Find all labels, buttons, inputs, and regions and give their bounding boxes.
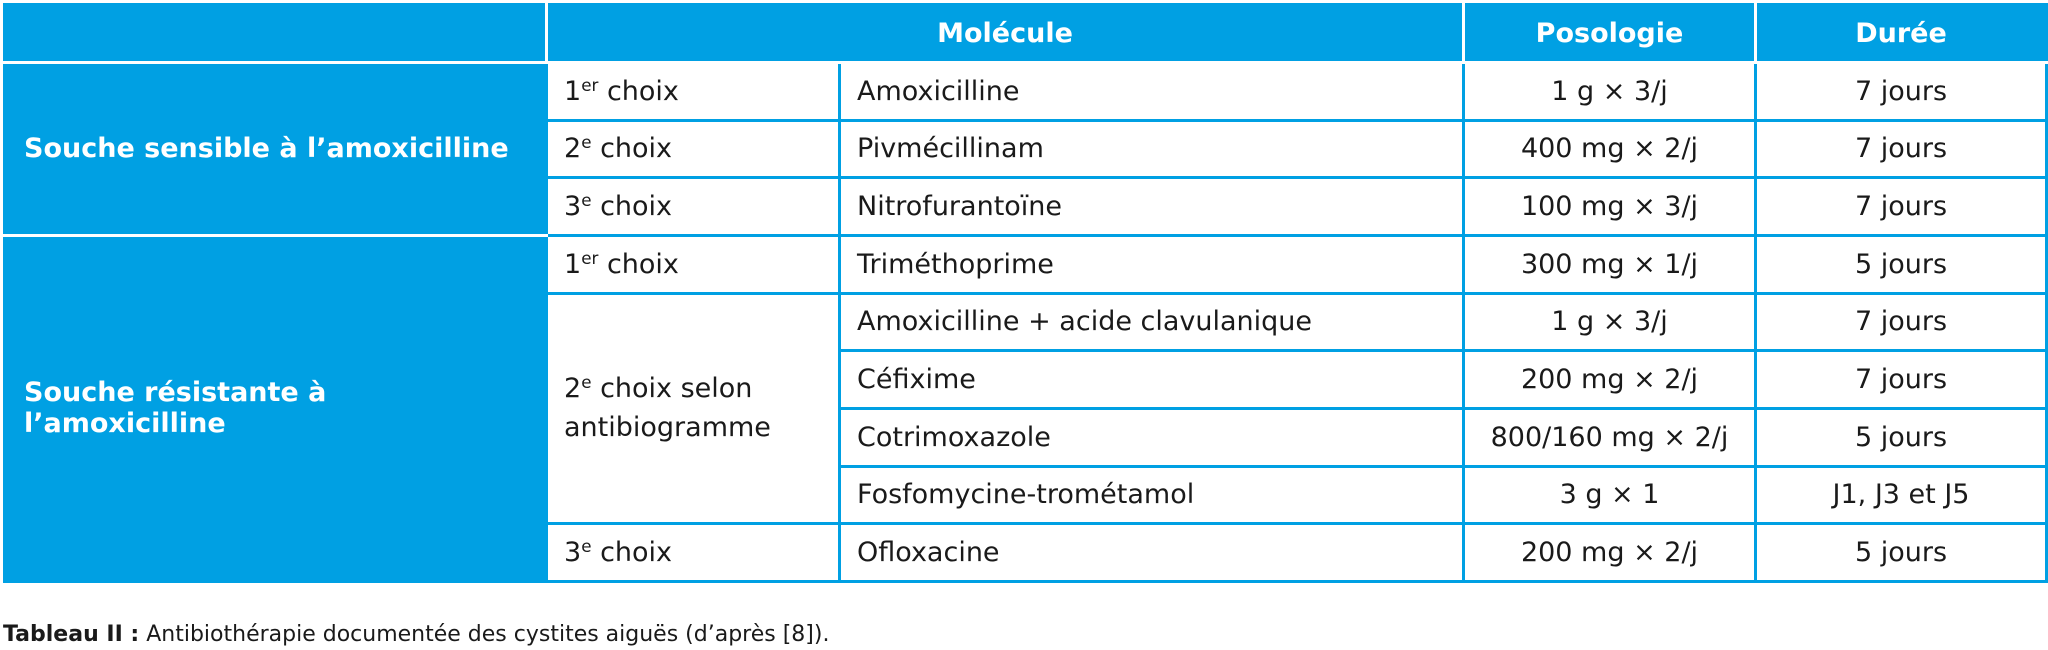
choice-cell: 1er choix bbox=[547, 235, 840, 293]
caption-label: Tableau II : bbox=[3, 622, 140, 647]
duree-cell: 5 jours bbox=[1756, 524, 2047, 582]
molecule-cell: Pivmécillinam bbox=[840, 120, 1464, 178]
posologie-cell: 200 mg × 2/j bbox=[1464, 524, 1756, 582]
molecule-cell: Nitrofurantoïne bbox=[840, 178, 1464, 236]
duree-cell: J1, J3 et J5 bbox=[1756, 466, 2047, 524]
header-duree: Durée bbox=[1756, 5, 2047, 63]
molecule-cell: Céfixime bbox=[840, 351, 1464, 409]
duree-cell: 7 jours bbox=[1756, 120, 2047, 178]
duree-cell: 7 jours bbox=[1756, 351, 2047, 409]
duree-cell: 5 jours bbox=[1756, 235, 2047, 293]
duree-cell: 7 jours bbox=[1756, 178, 2047, 236]
posologie-cell: 800/160 mg × 2/j bbox=[1464, 408, 1756, 466]
molecule-cell: Amoxicilline + acide clavulanique bbox=[840, 293, 1464, 351]
header-posologie: Posologie bbox=[1464, 5, 1756, 63]
group-resistante: Souche résistante à l’amoxicilline bbox=[5, 235, 547, 581]
duree-cell: 7 jours bbox=[1756, 293, 2047, 351]
header-molecule: Molécule bbox=[547, 5, 1464, 63]
posologie-cell: 3 g × 1 bbox=[1464, 466, 1756, 524]
table-caption bbox=[3, 622, 829, 647]
posologie-cell: 200 mg × 2/j bbox=[1464, 351, 1756, 409]
posologie-cell: 300 mg × 1/j bbox=[1464, 235, 1756, 293]
duree-cell: 5 jours bbox=[1756, 408, 2047, 466]
caption-text: Antibiothérapie documentée des cystites aiguës (d’après [8]). bbox=[139, 622, 830, 647]
choice-cell: 2e choix bbox=[547, 120, 840, 178]
posologie-cell: 100 mg × 3/j bbox=[1464, 178, 1756, 236]
posologie-cell: 1 g × 3/j bbox=[1464, 293, 1756, 351]
header-empty bbox=[5, 5, 547, 63]
posologie-cell: 1 g × 3/j bbox=[1464, 63, 1756, 121]
choice-cell: 3e choix bbox=[547, 524, 840, 582]
duree-cell: 7 jours bbox=[1756, 63, 2047, 121]
molecule-cell: Fosfomycine-trométamol bbox=[840, 466, 1464, 524]
molecule-cell: Cotrimoxazole bbox=[840, 408, 1464, 466]
table-row bbox=[5, 235, 2047, 293]
choice-cell: 1er choix bbox=[547, 63, 840, 121]
table-row bbox=[5, 63, 2047, 121]
posologie-cell: 400 mg × 2/j bbox=[1464, 120, 1756, 178]
table-header-row bbox=[5, 5, 2047, 63]
molecule-cell: Ofloxacine bbox=[840, 524, 1464, 582]
choice-cell: 3e choix bbox=[547, 178, 840, 236]
group-sensible: Souche sensible à l’amoxicilline bbox=[5, 63, 547, 236]
choice-cell: 2e choix selon antibiogramme bbox=[547, 293, 840, 524]
molecule-cell: Triméthoprime bbox=[840, 235, 1464, 293]
molecule-cell: Amoxicilline bbox=[840, 63, 1464, 121]
antibiotherapy-table bbox=[3, 3, 2048, 583]
